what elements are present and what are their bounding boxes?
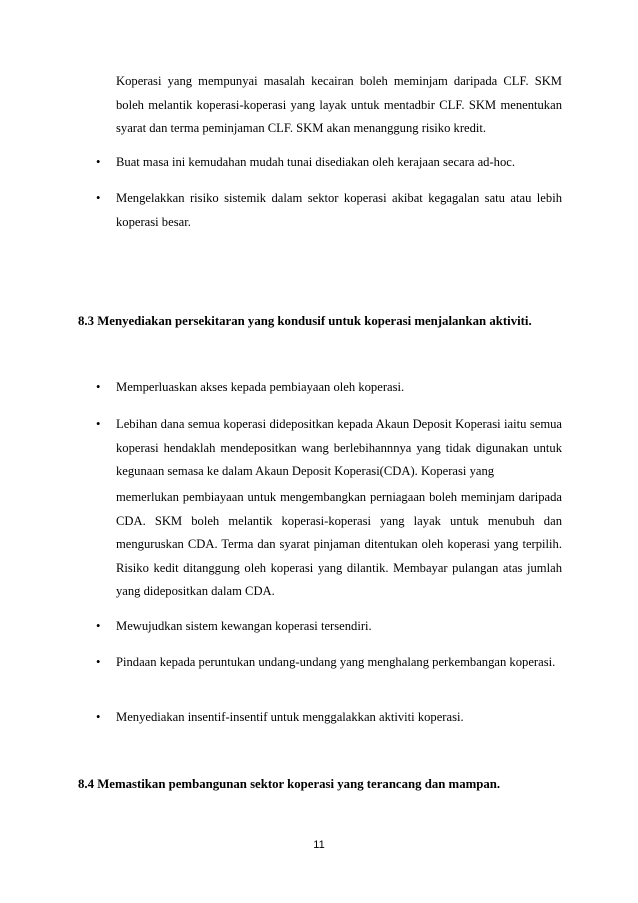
section-heading-8-4: 8.4 Memastikan pembangunan sektor koperasi yang terancang dan mampan. bbox=[78, 777, 501, 791]
bullet-icon: • bbox=[96, 380, 101, 394]
list-item bbox=[96, 615, 562, 639]
list-item bbox=[96, 151, 562, 175]
list-item bbox=[96, 651, 562, 675]
bullet-icon: • bbox=[96, 619, 101, 633]
page-number: 11 bbox=[313, 839, 325, 851]
section-heading-8-3: 8.3 Menyediakan persekitaran yang kondusif untuk koperasi menjalankan aktiviti. bbox=[78, 314, 532, 328]
list-item bbox=[96, 187, 562, 234]
bullet-text: Memperluaskan akses kepada pembiayaan oleh koperasi. bbox=[116, 380, 405, 394]
list-item bbox=[96, 413, 562, 484]
continuation-paragraph: memerlukan pembiayaan untuk mengembangkan perniagaan boleh meminjam daripada CDA. SKM boleh melantik koperasi-koperasi yang layak untuk menubuh dan menguruskan CDA. Terma dan syarat pinjaman ditentukan oleh koperasi yang terpilih. Risiko kedit ditanggung oleh koperasi yang dilantik. Membayar pulangan atas jumlah yang didepositkan dalam CDA. bbox=[116, 490, 562, 598]
intro-paragraph: Koperasi yang mempunyai masalah kecairan boleh meminjam daripada CLF. SKM boleh melantik koperasi-koperasi yang layak untuk mentadbir CLF. SKM menentukan syarat dan terma peminjaman CLF. SKM akan menanggung risiko kredit. bbox=[116, 74, 562, 135]
bullet-text: Pindaan kepada peruntukan undang-undang yang menghalang perkembangan koperasi. bbox=[116, 655, 556, 669]
bullet-icon: • bbox=[96, 155, 101, 169]
list-item bbox=[96, 706, 562, 730]
bullet-text: Mengelakkan risiko sistemik dalam sektor koperasi akibat kegagalan satu atau lebih koperasi besar. bbox=[116, 191, 562, 229]
bullet-icon: • bbox=[96, 191, 101, 205]
bullet-text: Lebihan dana semua koperasi didepositkan kepada Akaun Deposit Koperasi iaitu semua koperasi hendaklah mendepositkan wang berlebihannnya yang tidak digunakan untuk kegunaan semasa ke dalam Akaun Deposit Koperasi(CDA). Koperasi yang bbox=[116, 417, 562, 478]
bullet-text: Menyediakan insentif-insentif untuk menggalakkan aktiviti koperasi. bbox=[116, 710, 464, 724]
bullet-icon: • bbox=[96, 417, 101, 431]
bullet-text: Buat masa ini kemudahan mudah tunai disediakan oleh kerajaan secara ad-hoc. bbox=[116, 155, 515, 169]
bullet-text: Mewujudkan sistem kewangan koperasi tersendiri. bbox=[116, 619, 372, 633]
list-item bbox=[96, 376, 562, 400]
bullet-icon: • bbox=[96, 655, 101, 669]
bullet-icon: • bbox=[96, 710, 101, 724]
